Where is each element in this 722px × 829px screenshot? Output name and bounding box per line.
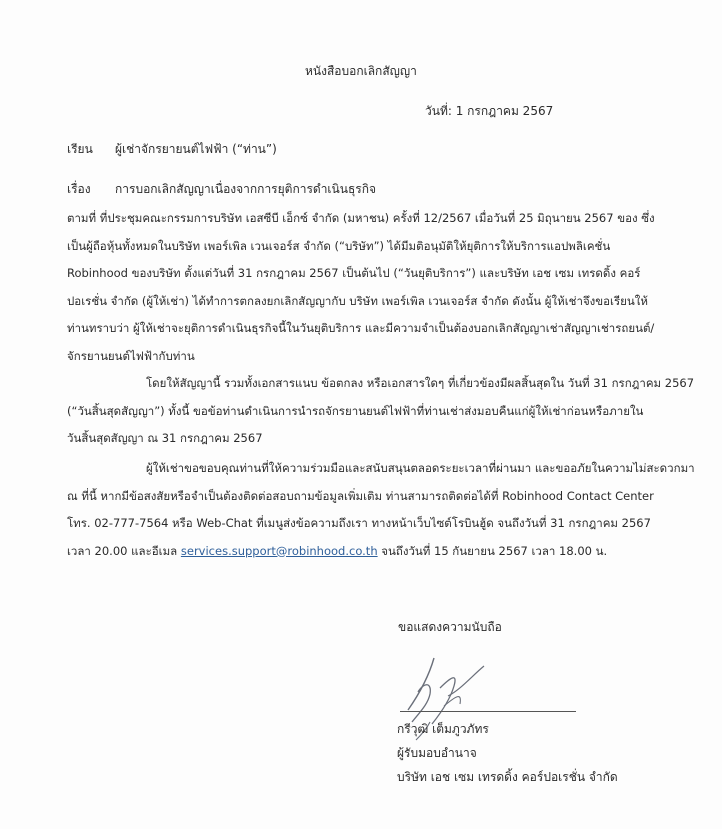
paragraph-3 <box>67 455 695 565</box>
signer-role: ผู้รับมอบอำนาจ <box>397 746 477 760</box>
paragraph-line: เป็นผู้ถือหุ้นทั้งหมดในบริษัท เพอร์เพิล เวนเจอร์ส จำกัด (“บริษัท”) ได้มีมติอนุมัติให้ยุติการให้บริการแอปพลิเคชั่น <box>67 238 611 253</box>
support-email-link[interactable]: services.support@robinhood.co.th <box>180 543 378 558</box>
paragraph-2 <box>67 370 695 453</box>
paragraph-line: โดยให้สัญญานี้ รวมทั้งเอกสารแนบ ข้อตกลง หรือเอกสารใดๆ ที่เกี่ยวข้องมีผลสิ้นสุดใน วันที่ 31 กรกฎาคม 2567 <box>146 376 695 390</box>
subject-value: การบอกเลิกสัญญาเนื่องจากการยุติการดำเนินธุรกิจ <box>115 182 377 196</box>
paragraph-1 <box>67 205 667 370</box>
paragraph-line: วันสิ้นสุดสัญญา ณ 31 กรกฎาคม 2567 <box>67 431 263 445</box>
paragraph-line: โทร. 02-777-7564 หรือ Web-Chat ที่เมนูส่งข้อความถึงเรา ทางหน้าเว็บไซต์โรบินฮู้ด จนถึงวันที่ 31 กรกฎาคม 2567 <box>67 516 651 530</box>
paragraph-line: ณ ที่นี้ หากมีข้อสงสัยหรือจำเป็นต้องติดต่อสอบถามข้อมูลเพิ่มเติม ท่านสามารถติดต่อได้ที่ Robinhood Contact Center <box>67 488 654 503</box>
paragraph-line: จักรยานยนต์ไฟฟ้ากับท่าน <box>67 348 195 363</box>
document-date: วันที่: 1 กรกฎาคม 2567 <box>425 104 554 118</box>
paragraph-text: เวลา 20.00 และอีเมล <box>67 543 181 558</box>
paragraph-text: จนถึงวันที่ 15 กันยายน 2567 เวลา 18.00 น. <box>377 543 608 558</box>
paragraph-line-with-email <box>67 538 667 566</box>
paragraph-line: ท่านทราบว่า ผู้ให้เช่าจะยุติการดำเนินธุรกิจนี้ในวันยุติบริการ และมีความจำเป็นต้องบอกเลิกสัญญาเช่าสัญญาเช่ารถยนต์/ <box>67 321 655 335</box>
signature-line <box>400 711 576 712</box>
recipient-row <box>67 140 277 159</box>
paragraph-line: Robinhood ของบริษัท ตั้งแต่วันที่ 31 กรกฎาคม 2567 เป็นต้นไป (“วันยุติบริการ”) และบริษัท เอช เซม เทรดดิ้ง คอร์ <box>67 266 641 280</box>
subject-label: เรื่อง <box>67 182 91 196</box>
document-title: หนังสือบอกเลิกสัญญา <box>305 64 417 78</box>
paragraph-line: ตามที่ ที่ประชุมคณะกรรมการบริษัท เอสซีบี เอ็กซ์ จำกัด (มหาชน) ครั้งที่ 12/2567 เมื่อวันที่ 25 มิถุนายน 2567 ของ ซึ่ง <box>67 211 655 225</box>
signer-block <box>397 717 618 789</box>
recipient-value: ผู้เช่าจักรยายนต์ไฟฟ้า (“ท่าน”) <box>115 142 277 156</box>
signer-company: บริษัท เอช เซม เทรดดิ้ง คอร์ปอเรชั่น จำกัด <box>397 770 618 784</box>
subject-row <box>67 180 376 199</box>
paragraph-line: ปอเรชั่น จำกัด (ผู้ให้เช่า) ได้ทำการตกลงยกเลิกสัญญากับ บริษัท เพอร์เพิล เวนเจอร์ส จำกัด ดังนั้น ผู้ให้เช่าจึงขอเรียนให้ <box>67 293 648 308</box>
recipient-label: เรียน <box>67 142 93 156</box>
paragraph-line: (“วันสิ้นสุดสัญญา”) ทั้งนี้ ขอข้อท่านดำเนินการนำรถจักรยานยนต์ไฟฟ้าที่ท่านเช่าส่งมอบคืนแก่ผู้ให้เช่าก่อนหรือภายใน <box>67 403 644 418</box>
signer-name: กรีวุฒิ เต็มภูวภัทร <box>397 722 489 736</box>
closing-salutation: ขอแสดงความนับถือ <box>398 620 502 634</box>
paragraph-line: ผู้ให้เช่าขอขอบคุณท่านที่ให้ความร่วมมือและสนับสนุนตลอดระยะเวลาที่ผ่านมา และขออภัยในความไม่สะดวกมา <box>146 461 695 475</box>
